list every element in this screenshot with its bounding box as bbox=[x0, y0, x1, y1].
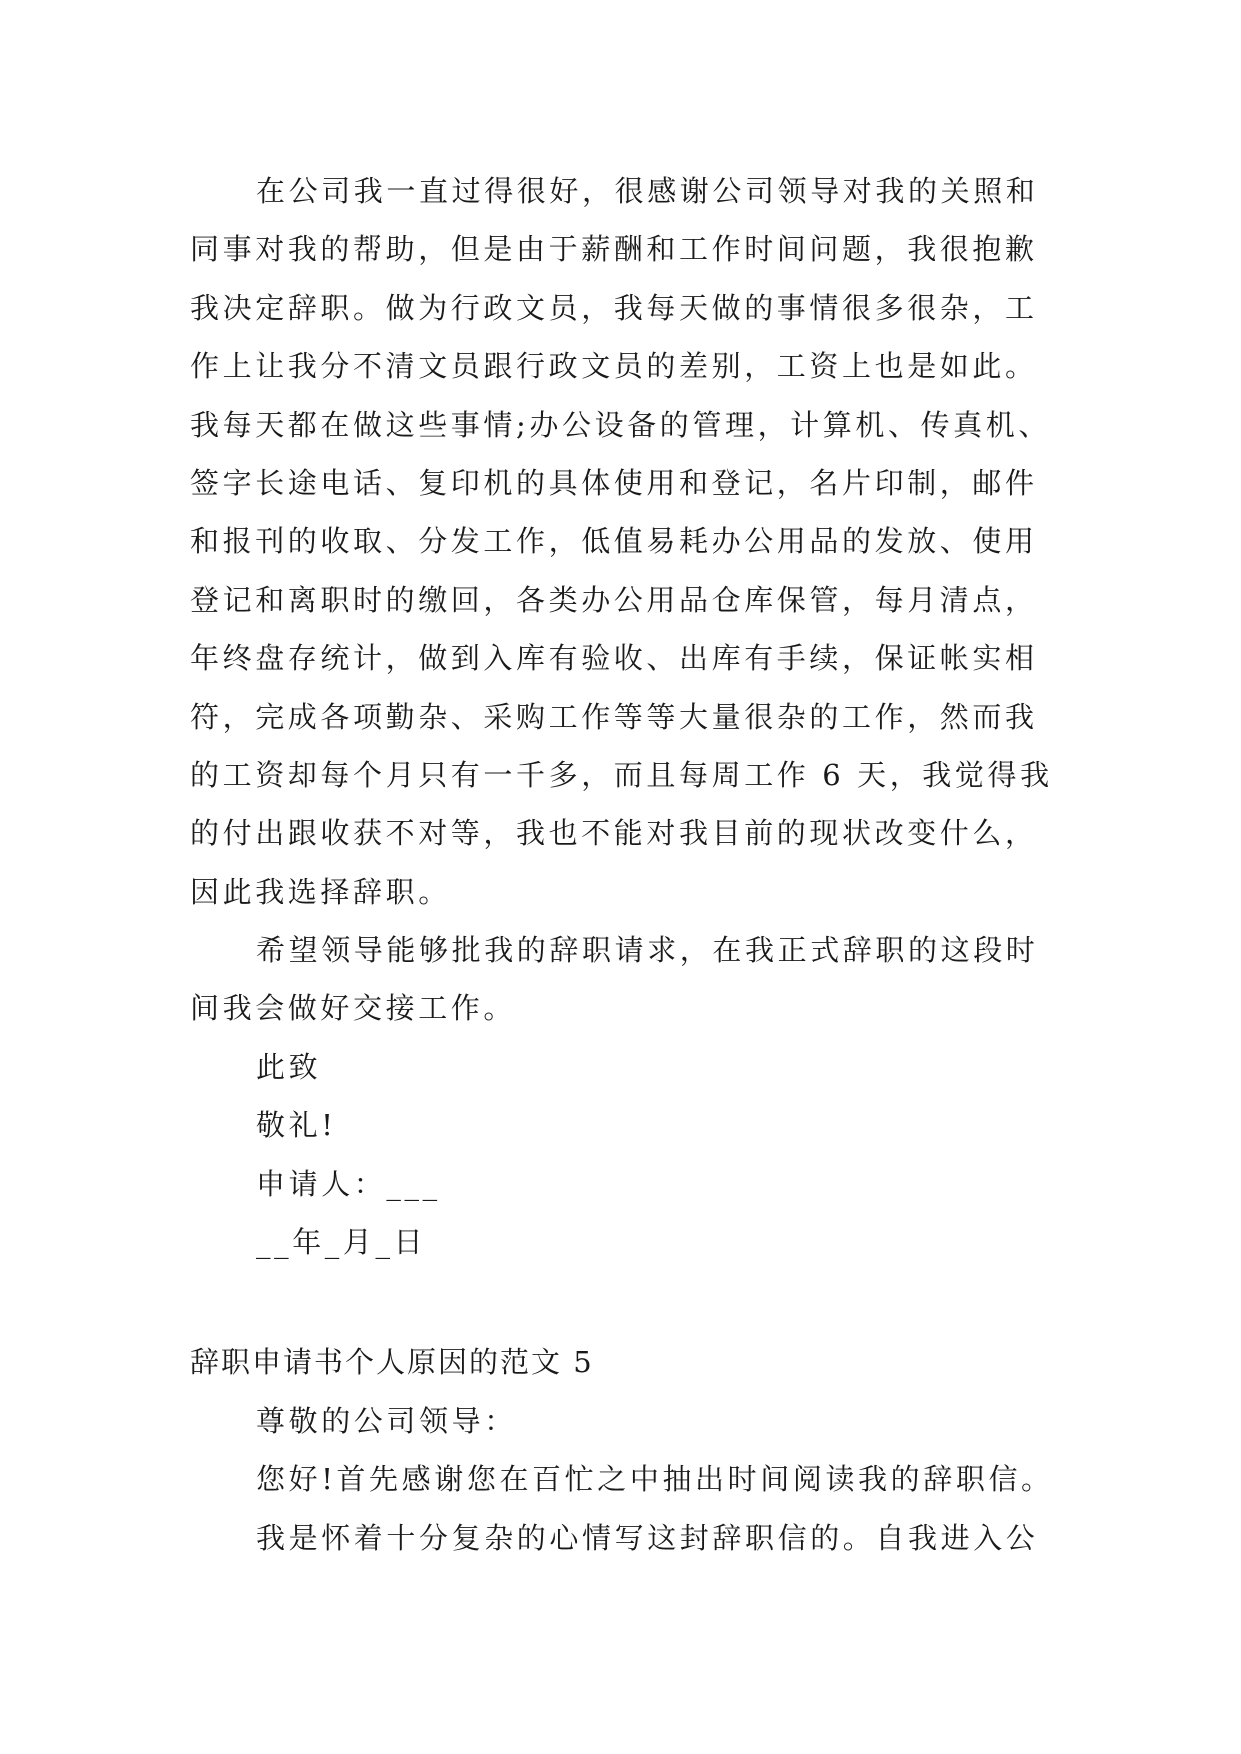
paragraph-line: 的工资却每个月只有一千多，而且每周工作 6 天，我觉得我 bbox=[190, 757, 1053, 792]
paragraph-line: 因此我选择辞职。 bbox=[190, 874, 451, 909]
paragraph-line: 您好!首先感谢您在百忙之中抽出时间阅读我的辞职信。 bbox=[256, 1462, 1054, 1497]
paragraph-line: 年终盘存统计，做到入库有验收、出库有手续，保证帐实相 bbox=[190, 641, 1038, 676]
paragraph-line: 间我会做好交接工作。 bbox=[190, 991, 517, 1026]
section-gap bbox=[190, 1271, 1070, 1333]
document-body bbox=[190, 162, 1070, 1567]
paragraph-line: 同事对我的帮助，但是由于薪酬和工作时间问题，我很抱歉 bbox=[190, 232, 1038, 267]
paragraph-line: 符，完成各项勤杂、采购工作等等大量很杂的工作，然而我 bbox=[190, 699, 1038, 734]
applicant-line: 申请人：___ bbox=[256, 1166, 441, 1201]
paragraph-line: 签字长途电话、复印机的具体使用和登记，名片印制，邮件 bbox=[190, 465, 1038, 500]
closing-salute: 敬礼! bbox=[256, 1108, 337, 1143]
salutation: 尊敬的公司领导： bbox=[256, 1403, 517, 1438]
paragraph-line: 我决定辞职。做为行政文员，我每天做的事情很多很杂，工 bbox=[190, 290, 1038, 325]
paragraph-line: 希望领导能够批我的辞职请求，在我正式辞职的这段时 bbox=[256, 933, 1039, 968]
paragraph-line: 在公司我一直过得很好，很感谢公司领导对我的关照和 bbox=[256, 174, 1039, 208]
paragraph-line: 作上让我分不清文员跟行政文员的差别，工资上也是如此。 bbox=[190, 349, 1038, 384]
closing-line: 此致 bbox=[256, 1049, 322, 1084]
paragraph-line: 登记和离职时的缴回，各类办公用品仓库保管，每月清点， bbox=[190, 582, 1038, 617]
section-heading: 辞职申请书个人原因的范文 5 bbox=[190, 1345, 594, 1380]
paragraph-line: 的付出跟收获不对等，我也不能对我目前的现状改变什么， bbox=[190, 816, 1038, 851]
paragraph-line: 和报刊的收取、分发工作，低值易耗办公用品的发放、使用 bbox=[190, 524, 1038, 559]
date-line: __年_月_日 bbox=[256, 1225, 427, 1260]
paragraph-line: 我是怀着十分复杂的心情写这封辞职信的。自我进入公 bbox=[256, 1520, 1039, 1555]
paragraph-line: 我每天都在做这些事情;办公设备的管理，计算机、传真机、 bbox=[190, 407, 1051, 442]
